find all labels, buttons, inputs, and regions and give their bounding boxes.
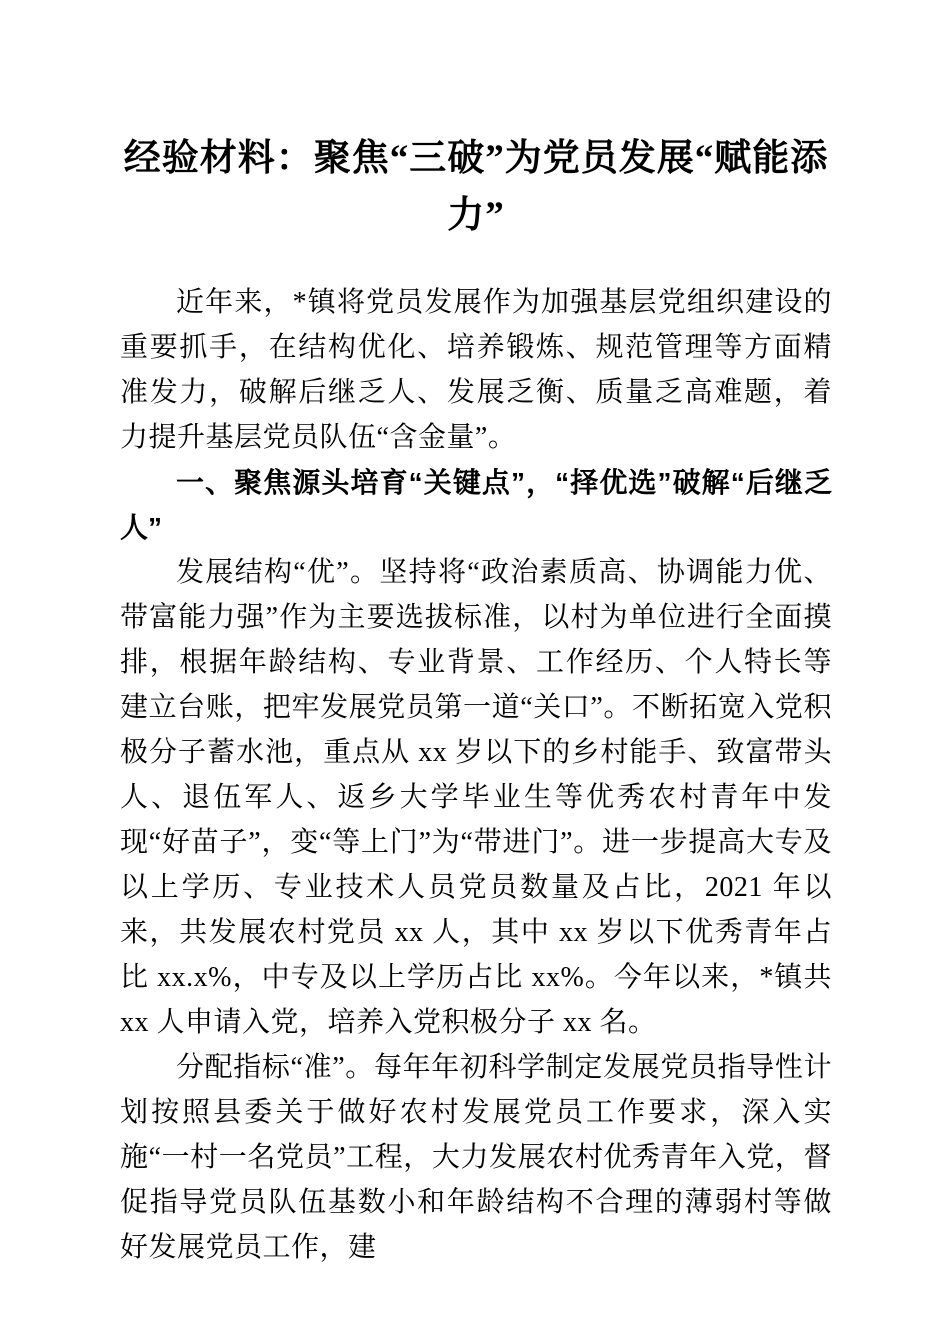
paragraph-quota-allocation: 分配指标“准”。每年年初科学制定发展党员指导性计划按照县委关于做好农村发展党员工作要求，深入实施“一村一名党员”工程，大力发展农村优秀青年入党，督促指导党员队伍基数小和年龄结构不合理的薄弱村等做好发展党员工作，建 [120, 1052, 832, 1263]
section-heading-1: 一、聚焦源头培育“关键点”，“择优选”破解“后继乏人” [120, 467, 832, 543]
document-title: 经验材料：聚焦“三破”为党员发展“赋能添力” [123, 138, 829, 236]
paragraph-introduction: 近年来，*镇将党员发展作为加强基层党组织建设的重要抓手，在结构优化、培养锻炼、规范管理等方面精准发力，破解后继乏人、发展乏衡、质量乏高难题，着力提升基层党员队伍“含金量”。 [120, 287, 832, 453]
paragraph-development-structure: 发展结构“优”。坚持将“政治素质高、协调能力优、带富能力强”作为主要选拔标准，以村为单位进行全面摸排，根据年龄结构、专业背景、工作经历、个人特长等建立台账，把牢发展党员第一道“关口”。不断拓宽入党积极分子蓄水池，重点从 xx 岁以下的乡村能手、致富带头人、退伍军人、返乡大学毕业生等优秀农村青年中发现“好苗子”，变“等上门”为“带进门”。进一步提高大专及以上学历、专业技术人员党员数量及占比，2021 年以来，共发展农村党员 xx 人，其中 xx 岁以下优秀青年占比 xx.x%，中专及以上学历占比 xx%。今年以来，*镇共 xx 人申请入党，培养入党积极分子 xx 名。 [120, 557, 832, 1038]
